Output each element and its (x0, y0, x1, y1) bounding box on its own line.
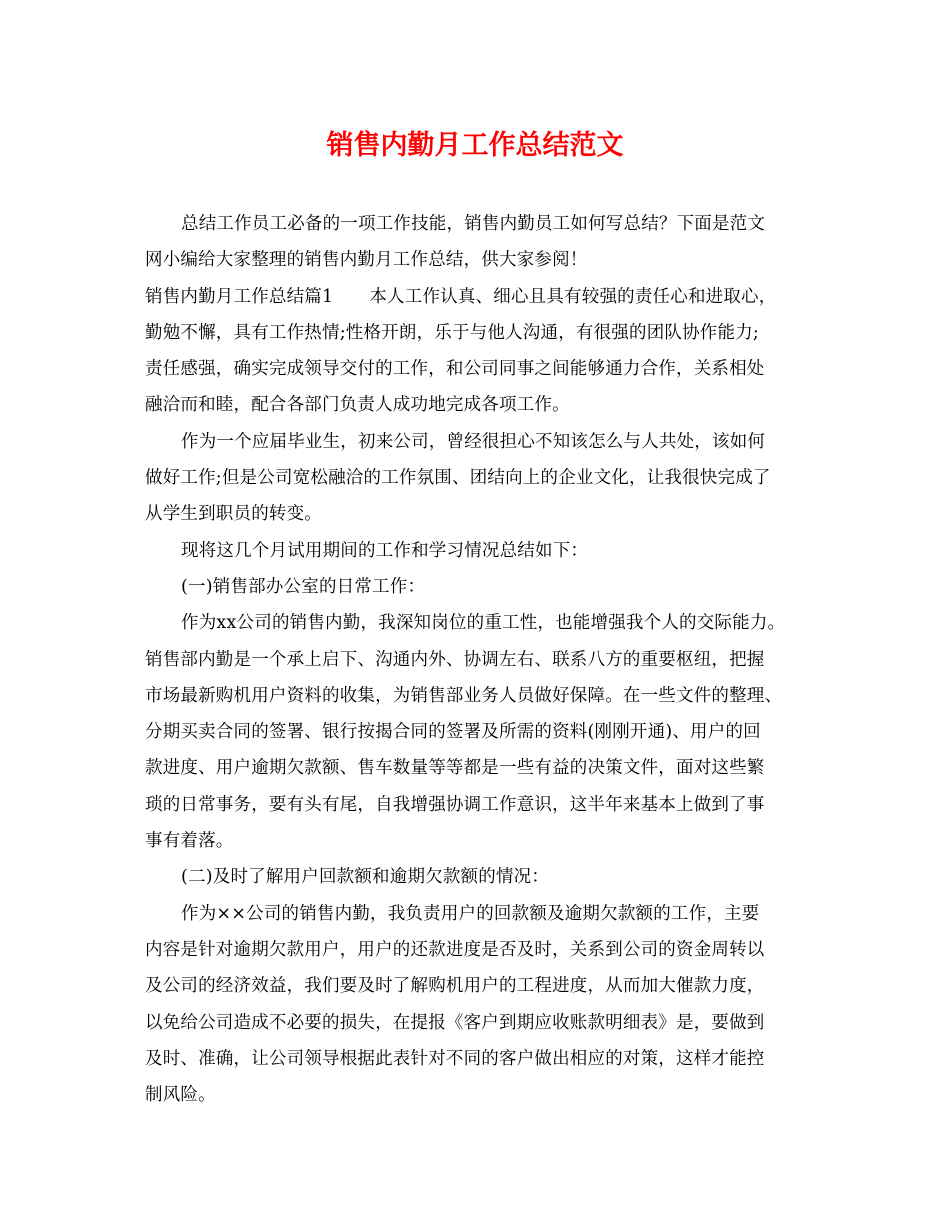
text-line: 内容是针对逾期欠款用户，用户的还款进度是否及时，关系到公司的资金周转以 (145, 939, 765, 960)
text-fragment: 本人工作认真、细心且具有较强的责任心和进取心， (369, 286, 777, 307)
text-line: 及时、准确，让公司领导根据此表针对不同的客户做出相应的对策，这样才能控 (145, 1048, 765, 1069)
section-heading: 销售内勤月工作总结篇1 (145, 286, 334, 307)
text-line (145, 279, 810, 315)
section-heading: (一)销售部办公室的日常工作： (181, 576, 426, 597)
text-line: 琐的日常事务，要有头有尾，自我增强协调工作意识，这半年来基本上做到了事 (145, 794, 765, 815)
text-line: 从学生到职员的转变。 (145, 504, 322, 525)
text-line: 事有着落。 (145, 831, 234, 852)
text-line: 勤勉不懈，具有工作热情;性格开朗，乐于与他人沟通，有很强的团队协作能力; (145, 322, 759, 343)
text-line: 总结工作员工必备的一项工作技能，销售内勤员工如何写总结？下面是范文 (181, 214, 766, 234)
text-line: 及公司的经济效益，我们要及时了解购机用户的工程进度，从而加大催款力度， (145, 976, 765, 997)
text-line: 现将这几个月试用期间的工作和学习情况总结如下： (181, 540, 589, 561)
text-line: 作为一个应届毕业生，初来公司，曾经很担心不知该怎么与人共处，该如何 (181, 431, 766, 452)
text-line: 市场最新购机用户资料的收集，为销售部业务人员做好保障。在一些文件的整理、 (145, 685, 783, 706)
text-line: 责任感强，确实完成领导交付的工作，和公司同事之间能够通力合作，关系相处 (145, 359, 765, 380)
text-line: 做好工作;但是公司宽松融洽的工作氛围、团结向上的企业文化，让我很快完成了 (145, 468, 771, 489)
section-heading: (二)及时了解用户回款额和逾期欠款额的情况： (181, 867, 550, 888)
text-line: 作为xx公司的销售内勤，我深知岗位的重工性，也能增强我个人的交际能力。 (181, 613, 786, 634)
text-line: 款进度、用户逾期欠款额、售车数量等等都是一些有益的决策文件，面对这些繁 (145, 758, 765, 779)
text-line: 销售部内勤是一个承上启下、沟通内外、协调左右、联系八方的重要枢纽，把握 (145, 649, 765, 670)
text-line: 制风险。 (145, 1085, 216, 1106)
text-line: 作为××公司的销售内勤，我负责用户的回款额及逾期欠款额的工作，主要 (181, 903, 760, 924)
document-body (145, 206, 810, 1113)
text-line: 以免给公司造成不必要的损失，在提报《客户到期应收账款明细表》是，要做到 (145, 1012, 765, 1033)
text-line: 分期买卖合同的签署、银行按揭合同的签署及所需的资料(刚刚开通)、用户的回 (145, 722, 761, 743)
text-line: 融洽而和睦，配合各部门负责人成功地完成各项工作。 (145, 395, 570, 416)
text-line: 网小编给大家整理的销售内勤月工作总结，供大家参阅！ (145, 250, 588, 271)
document-title: 销售内勤月工作总结范文 (326, 130, 624, 161)
